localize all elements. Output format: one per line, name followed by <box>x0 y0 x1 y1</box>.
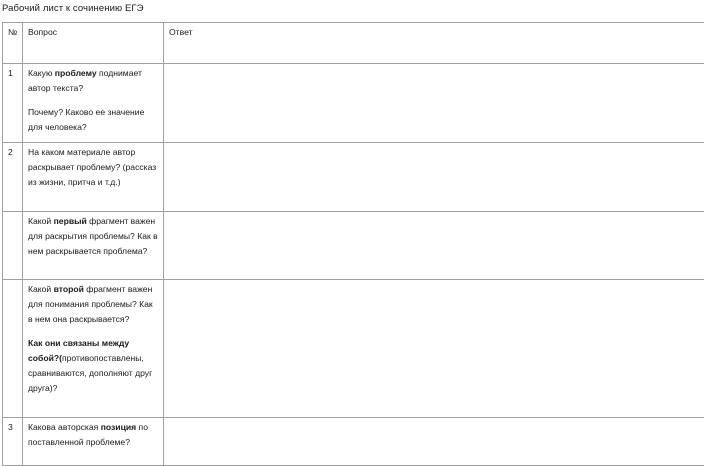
header-number: № <box>3 23 23 64</box>
table-row <box>3 64 704 143</box>
question-text: Какой <box>28 284 54 294</box>
table-row <box>3 280 704 418</box>
answer-cell[interactable] <box>164 64 704 143</box>
question-text: фрагмент важен для понимания проблемы? Как в нем она раскрывается? <box>28 284 153 324</box>
header-answer: Ответ <box>164 23 704 64</box>
question-followup: Почему? Каково ее значение для человека? <box>28 105 158 135</box>
question-text: Какой <box>28 216 54 226</box>
question-cell <box>23 418 164 466</box>
question-keyword: проблему <box>55 68 97 78</box>
page-title: Рабочий лист к сочинению ЕГЭ <box>2 3 144 14</box>
question-text: Какова авторская <box>28 422 101 432</box>
question-cell <box>23 280 164 418</box>
question-cell <box>23 212 164 280</box>
answer-cell[interactable] <box>164 418 704 466</box>
answer-cell[interactable] <box>164 280 704 418</box>
table-row <box>3 143 704 212</box>
answer-cell[interactable] <box>164 143 704 212</box>
question-keyword: первый <box>54 216 87 226</box>
table-row <box>3 418 704 466</box>
table-header-row <box>3 23 704 64</box>
question-keyword: Как они связаны между собой?( <box>28 338 129 363</box>
question-keyword: второй <box>54 284 84 294</box>
answer-cell[interactable] <box>164 212 704 280</box>
row-number <box>3 212 23 280</box>
question-keyword: позиция <box>101 422 136 432</box>
row-number: 1 <box>3 64 23 143</box>
header-question: Вопрос <box>23 23 164 64</box>
question-text: фрагмент важен для раскрытия проблемы? Как в нем раскрывается проблема? <box>28 216 158 256</box>
worksheet-table <box>2 22 704 466</box>
question-cell <box>23 64 164 143</box>
question-text: На каком материале автор раскрывает проблему? (рассказ из жизни, притча и т.д.) <box>28 145 158 190</box>
question-cell <box>23 143 164 212</box>
question-text: Какую <box>28 68 55 78</box>
question-text: поднимает автор текста? <box>28 68 142 93</box>
table-row <box>3 212 704 280</box>
row-number: 2 <box>3 143 23 212</box>
question-text: по поставленной проблеме? <box>28 422 148 447</box>
row-number: 3 <box>3 418 23 466</box>
question-text: противопоставлены, сравниваются, дополняют друг друга)? <box>28 353 152 393</box>
row-number <box>3 280 23 418</box>
